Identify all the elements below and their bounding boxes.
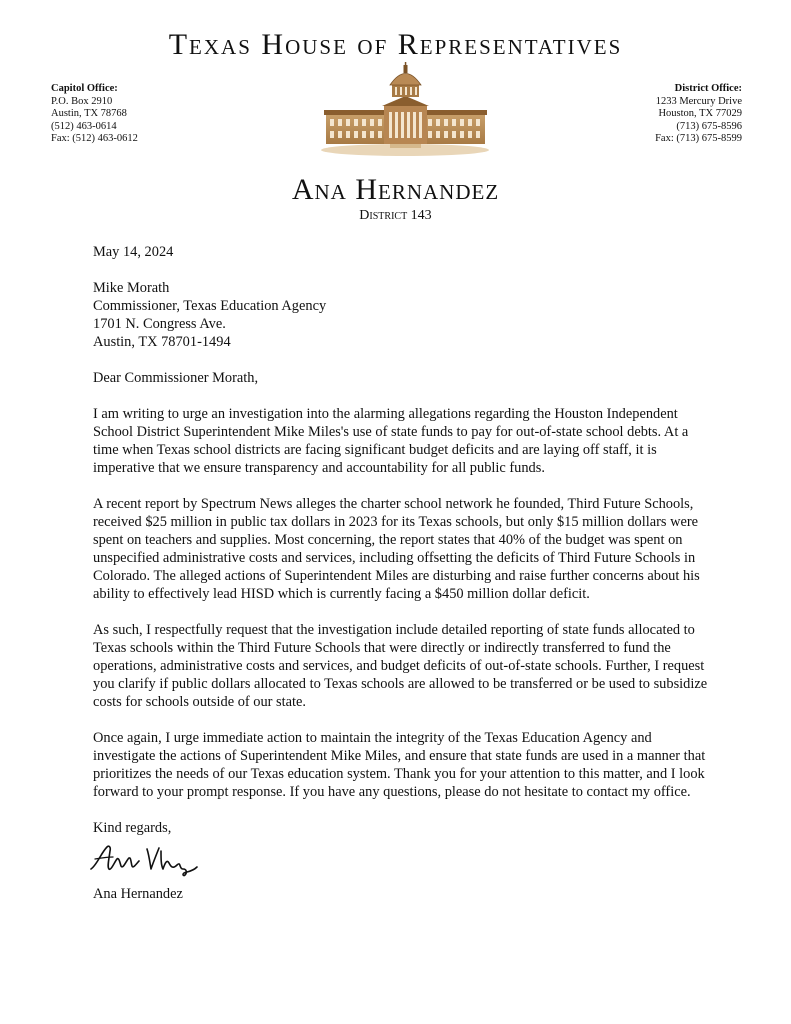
capitol-office-block [51, 83, 138, 146]
closing: Kind regards, [93, 820, 172, 836]
body-paragraph: A recent report by Spectrum News alleges the charter school network he founded, Third Future Schools, received $25 million in public tax dollars in 2023 for its Texas schools, but only $15 million dollars were spent on teachers and supplies. Most concerning, the report states that 40% of the budget was spent on unspecified administrative costs and services, including offsetting the deficits of Third Future Schools in Colorado. The alleged actions of Superintendent Miles are disturbing and raise further concerns about his ability to effectively lead HISD which is currently facing a $450 million dollar deficit. [93, 496, 700, 602]
capitol-office-line: P.O. Box 2910 [51, 95, 113, 107]
body-paragraph: As such, I respectfully request that the investigation include detailed reporting of state funds allocated to Texas schools within the Third Future Schools that were directly or indirectly transferred to fund the operations, administrative costs and services, and budget deficits of out-of-state schools. Further, I request you clarify if public dollars allocated to Texas schools are allowed to be transferred or be used to subsidize costs for schools outside of our state. [93, 622, 708, 710]
letter-date: May 14, 2024 [93, 244, 174, 260]
handwritten-signature [87, 839, 207, 879]
capitol-office-heading: Capitol Office: [51, 83, 118, 94]
representative-name: Ana Hernandez [291, 173, 500, 206]
district-office-line: Fax: (713) 675-8599 [655, 133, 742, 145]
salutation: Dear Commissioner Morath, [93, 370, 259, 386]
recipient-line: Austin, TX 78701-1494 [93, 334, 231, 350]
capitol-building-icon [318, 62, 493, 157]
district-office-block [655, 83, 742, 146]
capitol-office-line: (512) 463-0614 [51, 120, 117, 132]
recipient-line: 1701 N. Congress Ave. [93, 316, 226, 332]
letter-body [93, 243, 713, 903]
district-label: District 143 [359, 208, 432, 223]
capitol-office-line: Fax: (512) 463-0612 [51, 133, 138, 145]
letterhead-title: Texas House of Representatives [168, 28, 623, 61]
district-office-line: Houston, TX 77029 [658, 108, 742, 120]
recipient-line: Commissioner, Texas Education Agency [93, 298, 327, 314]
body-paragraph: I am writing to urge an investigation into the alarming allegations regarding the Houston Independent School District Superintendent Mike Miles's use of state funds to pay for out-of-state school debts. At a time when Texas school districts are facing significant budget deficits and are laying off staff, it is imperative that we ensure transparency and accountability for all public funds. [93, 406, 689, 476]
recipient-line: Mike Morath [93, 280, 170, 296]
signer-name: Ana Hernandez [93, 886, 183, 902]
recipient-address [93, 279, 713, 351]
district-office-heading: District Office: [674, 83, 742, 94]
capitol-office-line: Austin, TX 78768 [51, 108, 127, 120]
body-paragraph: Once again, I urge immediate action to maintain the integrity of the Texas Education Agency and investigate the actions of Superintendent Mike Miles, and ensure that state funds are used in a manner that prioritizes the needs of our Texas education system. Thank you for your attention to this matter, and I look forward to your prompt response. If you have any questions, please do not hesitate to contact my office. [93, 730, 706, 800]
district-office-line: (713) 675-8596 [676, 120, 742, 132]
district-office-line: 1233 Mercury Drive [655, 95, 742, 107]
